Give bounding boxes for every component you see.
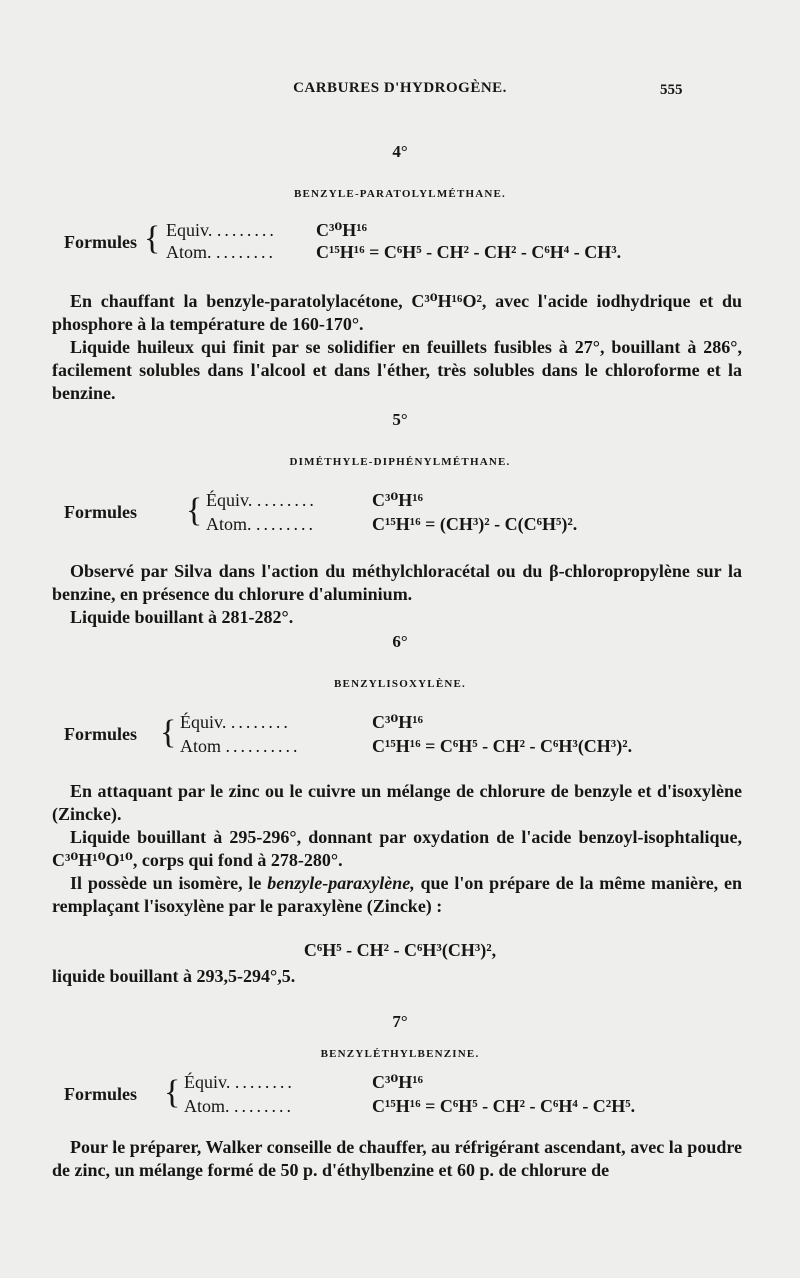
paragraph: Liquide huileux qui finit par se solidifier en feuillets fusibles à 27°, bouillant à 286°, facilement solubles dans l'alcool et dans l'éther, très solubles dans le chloroforme et la benzine. <box>52 337 742 403</box>
atom-formula: C¹⁵H¹⁶ = C⁶H⁵ - CH² - CH² - C⁶H⁴ - CH³. <box>316 242 622 262</box>
section-number: 6° <box>392 632 408 651</box>
atom-label: Atom. <box>166 242 212 262</box>
formula-label: Formules <box>64 1084 137 1104</box>
paragraph: Il possède un isomère, le benzyle-paraxylène, que l'on prépare de la même manière, en remplaçant l'isoxylène par le paraxylène (Zincke) : <box>52 873 742 916</box>
atom-label: Atom <box>180 736 222 756</box>
section-title: BENZYLISOXYLÈNE. <box>334 678 466 690</box>
formula-block: Formules { Équiv. ........ C³⁰H¹⁶ Atom. ........ C¹⁵H¹⁶ = (CH³)² - C(C⁶H⁵)². <box>64 490 578 534</box>
atom-formula: C¹⁵H¹⁶ = C⁶H⁵ - CH² - C⁶H⁴ - C²H⁵. <box>372 1096 636 1116</box>
running-header: CARBURES D'HYDROGÈNE. <box>293 80 507 96</box>
formula-label: Formules <box>64 502 137 522</box>
paragraph: Observé par Silva dans l'action du méthylchloracétal ou du β-chloropropylène sur la benzine, en présence du chlorure d'aluminium. <box>52 561 742 604</box>
brace-symbol: { <box>186 492 203 529</box>
formula-block: Formules { Équiv. ........ C³⁰H¹⁶ Atom. ........ C¹⁵H¹⁶ = C⁶H⁵ - CH² - C⁶H⁴ - C²H⁵. <box>64 1072 636 1116</box>
text-block <box>52 780 742 918</box>
atom-formula: C¹⁵H¹⁶ = (CH³)² - C(C⁶H⁵)². <box>372 514 578 534</box>
paragraph: Pour le préparer, Walker conseille de chauffer, au réfrigérant ascendant, avec la poudre de zinc, un mélange formé de 50 p. d'éthylbenzine et 60 p. de chlorure de <box>52 1137 742 1180</box>
brace-symbol: { <box>164 1074 181 1111</box>
formula-label: Formules <box>64 232 137 252</box>
equiv-label: Équiv. <box>184 1072 231 1092</box>
atom-label: Atom. <box>184 1096 230 1116</box>
text-block <box>52 1136 742 1182</box>
section-title: BENZYLÉTHYLBENZINE. <box>320 1048 480 1060</box>
equiv-formula: C³⁰H¹⁶ <box>372 490 424 510</box>
formula-label: Formules <box>64 724 137 744</box>
equiv-formula: C³⁰H¹⁶ <box>372 712 424 732</box>
paragraph: En chauffant la benzyle-paratolylacétone, C³⁰H¹⁶O², avec l'acide iodhydrique et du phosphore à la température de 160-170°. <box>52 291 742 334</box>
section-title: DIMÉTHYLE-DIPHÉNYLMÉTHANE. <box>289 456 511 468</box>
section-title: BENZYLE-PARATOLYLMÉTHANE. <box>293 188 507 200</box>
compound-name-italic: benzyle-paraxylène, <box>267 873 415 893</box>
paragraph: Liquide bouillant à 295-296°, donnant par oxydation de l'acide benzoyl-isophtalique, C³⁰H¹⁰O¹⁰, corps qui fond à 278-280°. <box>52 827 742 870</box>
formula-block: Formules { Équiv. ........ C³⁰H¹⁶ Atom .......... C¹⁵H¹⁶ = C⁶H⁵ - CH² - C⁶H³(CH³)². <box>64 712 633 756</box>
brace-symbol: { <box>144 220 161 257</box>
equiv-formula: C³⁰H¹⁶ <box>316 220 368 240</box>
formula-block: Formules { Equiv. ........ C³⁰H¹⁶ Atom. ........ C¹⁵H¹⁶ = C⁶H⁵ - CH² - CH² - C⁶H⁴ - CH³. <box>64 220 622 262</box>
section-number: 7° <box>392 1012 408 1031</box>
centered-formula: C⁶H⁵ - CH² - C⁶H³(CH³)², <box>303 940 497 960</box>
paragraph: Liquide bouillant à 281-282°. <box>70 607 294 627</box>
paragraph: En attaquant par le zinc ou le cuivre un mélange de chlorure de benzyle et d'isoxylène (Zincke). <box>52 781 742 824</box>
section-number: 5° <box>392 410 408 429</box>
atom-label: Atom. <box>206 514 252 534</box>
text-block <box>52 560 742 629</box>
paragraph-tail: liquide bouillant à 293,5-294°,5. <box>52 966 296 986</box>
brace-symbol: { <box>160 714 177 751</box>
atom-formula: C¹⁵H¹⁶ = C⁶H⁵ - CH² - C⁶H³(CH³)². <box>372 736 633 756</box>
equiv-label: Equiv. <box>166 220 213 240</box>
equiv-label: Équiv. <box>180 712 227 732</box>
page-number: 555 <box>660 82 683 98</box>
section-number: 4° <box>392 142 408 161</box>
equiv-label: Équiv. <box>206 490 253 510</box>
text-block <box>52 290 742 405</box>
equiv-formula: C³⁰H¹⁶ <box>372 1072 424 1092</box>
